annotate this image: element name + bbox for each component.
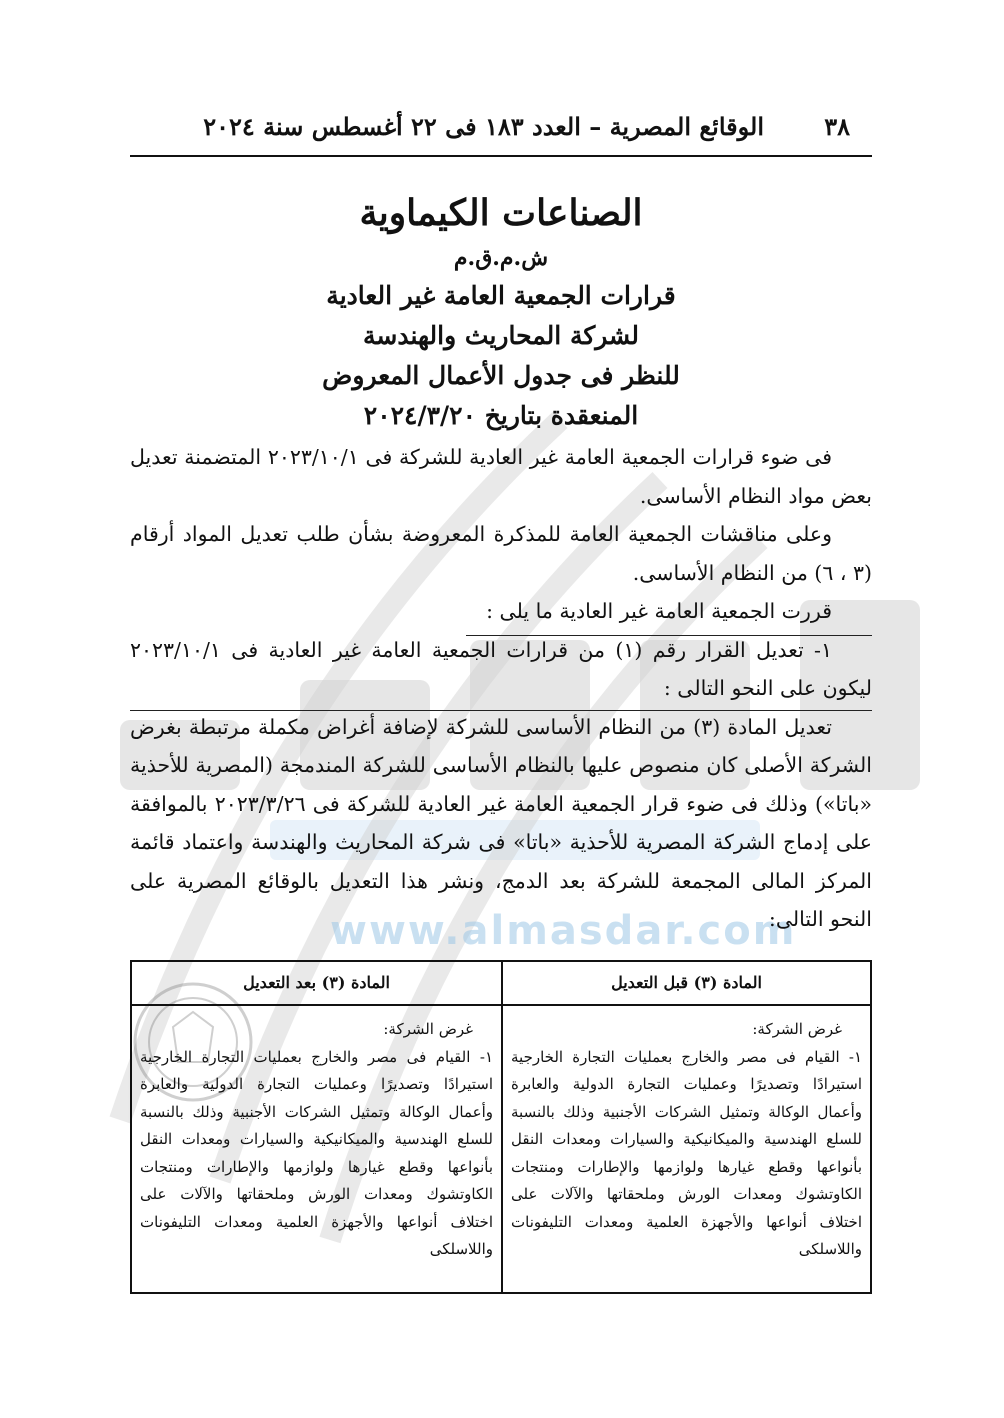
company-subtitle: لشركة المحاريث والهندسة xyxy=(363,321,639,350)
paragraph: تعديل المادة (٣) من النظام الأساسى للشركة لإضافة أغراض مكملة مرتبطة بغرض الشركة الأصلى كان منصوص عليها بالنظام الأساسى للشركة المندمجة (المصرية للأحذية «باتا») وذلك فى ضوء قرار الجمعية العامة غير العادية للشركة فى ٢٠٢٣/٣/٢٦ بالموافقة على إدماج الشركة المصرية للأحذية «باتا» فى شركة المحاريث والهندسة واعتماد قائمة المركز المالى المجمعة للشركة بعد الدمج، ونشر هذا التعديل بالوقائع المصرية على النحو التالى: xyxy=(130,714,873,931)
paragraph: ١- تعديل القرار رقم (١) من قرارات الجمعية العامة غير العادية فى ٢٠٢٣/١٠/١ ليكون على النحو التالى : xyxy=(130,637,872,700)
article-text: ١- القيام فى مصر والخارج بعمليات التجارة الخارجية استيرادًا وتصديرًا وعمليات التجارة الدولية والعابرة وأعمال الوكالة وتمثيل الشركات الأجنبية وذلك بالنسبة للسلع الهندسية والميكانيكية والسيارات ومعدات النقل بأنواعها وقطع غيارها ولوازمها والإطارات ومنتجات الكاوتشوك ومعدات الورش وملحقاتها والآلات على اختلاف أنواعها والأجهزة العلمية ومعدات التليفونات واللاسلكى xyxy=(140,1047,493,1258)
meeting-date: المنعقدة بتاريخ ٢٠٢٤/٣/٢٠ xyxy=(363,401,639,430)
watermark-url: www.almasdar.com xyxy=(330,908,797,954)
decision-title: قرارات الجمعية العامة غير العادية xyxy=(326,281,676,310)
column-body-before xyxy=(503,1006,870,1264)
purpose-label: غرض الشركة: xyxy=(383,1020,473,1038)
header-rule xyxy=(130,155,872,157)
underline xyxy=(130,710,872,711)
column-header-before: المادة (٣) قبل التعديل xyxy=(503,962,870,1006)
paragraph: وعلى مناقشات الجمعية العامة للمذكرة المعروضة بشأن طلب تعديل المواد أرقام (٣ ، ٦) من النظام الأساسى. xyxy=(130,522,872,585)
comparison-table xyxy=(130,960,872,1294)
title-block xyxy=(130,186,872,436)
header-text: الوقائع المصرية – العدد ١٨٣ فى ٢٢ أغسطس سنة ٢٠٢٤ xyxy=(203,112,764,141)
column-after xyxy=(132,962,501,1292)
purpose-label: غرض الشركة: xyxy=(752,1020,842,1038)
column-body-after xyxy=(132,1006,501,1264)
body-text xyxy=(130,438,872,939)
paragraph: قررت الجمعية العامة غير العادية ما يلى : xyxy=(486,599,832,623)
page-number: ٣٨ xyxy=(824,112,850,141)
article-text: ١- القيام فى مصر والخارج بعمليات التجارة الخارجية استيرادًا وتصديرًا وعمليات التجارة الدولية والعابرة وأعمال الوكالة وتمثيل الشركات الأجنبية وذلك بالنسبة للسلع الهندسية والميكانيكية والسيارات ومعدات النقل بأنواعها وقطع غيارها ولوازمها والإطارات ومنتجات الكاوتشوك ومعدات الورش وملحقاتها والآلات على اختلاف أنواعها والأجهزة العلمية ومعدات التليفونات واللاسلكى xyxy=(511,1047,862,1258)
column-before xyxy=(501,962,870,1292)
agenda-subtitle: للنظر فى جدول الأعمال المعروض xyxy=(322,361,680,390)
company-type: ش.م.ق.م xyxy=(453,245,549,271)
column-header-after: المادة (٣) بعد التعديل xyxy=(132,962,501,1006)
underline xyxy=(466,635,872,636)
running-header xyxy=(130,112,872,152)
paragraph: فى ضوء قرارات الجمعية العامة غير العادية للشركة فى ٢٠٢٣/١٠/١ المتضمنة تعديل بعض مواد النظام الأساسى. xyxy=(130,445,872,508)
company-name: الصناعات الكيماوية xyxy=(359,192,643,234)
